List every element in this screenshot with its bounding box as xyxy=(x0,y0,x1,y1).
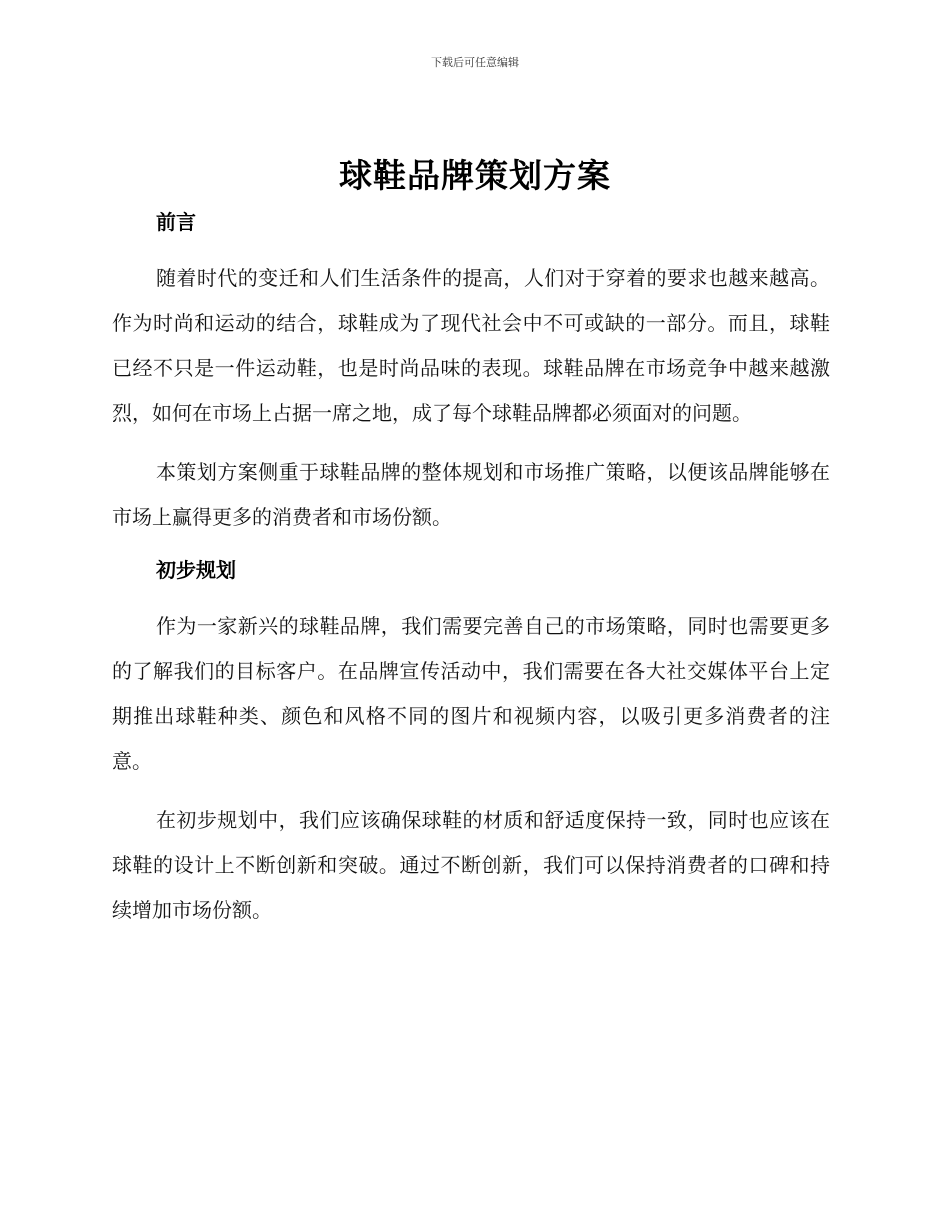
header-note: 下载后可任意编辑 xyxy=(431,56,519,69)
paragraph: 随着时代的变迁和人们生活条件的提高，人们对于穿着的要求也越来越高。作为时尚和运动的结合，球鞋成为了现代社会中不可或缺的一部分。而且，球鞋已经不只是一件运动鞋，也是时尚品味的表现。球鞋品牌在市场竞争中越来越激烈，如何在市场上占据一席之地，成了每个球鞋品牌都必须面对的问题。 xyxy=(112,266,830,425)
paragraph: 本策划方案侧重于球鞋品牌的整体规划和市场推广策略，以便该品牌能够在市场上赢得更多的消费者和市场份额。 xyxy=(112,460,830,529)
document-title: 球鞋品牌策划方案 xyxy=(339,156,611,195)
section-heading-intro: 前言 xyxy=(156,210,196,234)
paragraph: 作为一家新兴的球鞋品牌，我们需要完善自己的市场策略，同时也需要更多的了解我们的目标客户。在品牌宣传活动中，我们需要在各大社交媒体平台上定期推出球鞋种类、颜色和风格不同的图片和视频内容，以吸引更多消费者的注意。 xyxy=(112,614,830,773)
paragraph: 在初步规划中，我们应该确保球鞋的材质和舒适度保持一致，同时也应该在球鞋的设计上不断创新和突破。通过不断创新，我们可以保持消费者的口碑和持续增加市场份额。 xyxy=(112,808,830,922)
document-body xyxy=(112,206,830,933)
section-heading-initial-plan: 初步规划 xyxy=(156,558,236,582)
